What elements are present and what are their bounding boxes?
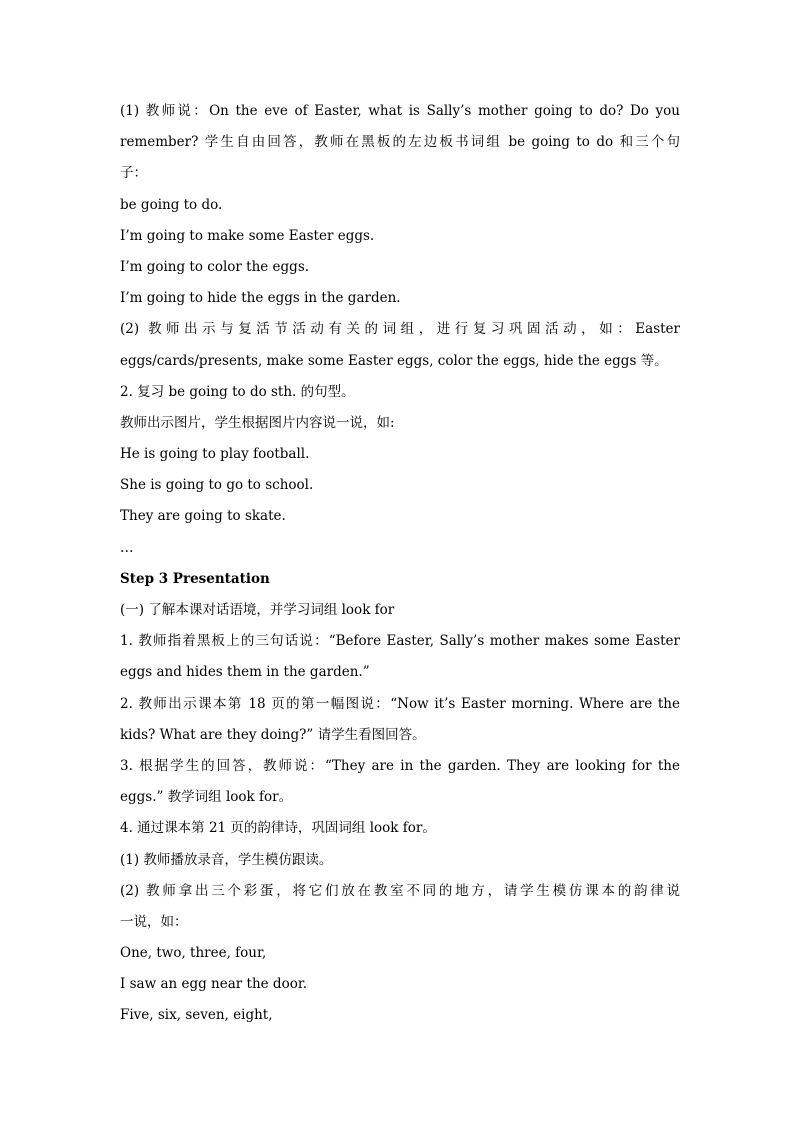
- text-line: (2) 教师出示与复活节活动有关的词组，进行复习巩固活动，如：Easter: [120, 321, 680, 338]
- example-sentence: They are going to skate.: [120, 508, 286, 525]
- text-line: 4. 通过课本第 21 页的韵律诗，巩固词组 look for。: [120, 820, 436, 837]
- example-sentence: I’m going to color the eggs.: [120, 258, 310, 275]
- text-line: eggs/cards/presents, make some Easter eggs, color the eggs, hide the eggs 等。: [120, 352, 668, 369]
- text-line: (2) 教师拿出三个彩蛋，将它们放在教室不同的地方，请学生模仿课本的韵律说: [120, 882, 680, 899]
- text-line: kids? What are they doing?” 请学生看图回答。: [120, 726, 426, 743]
- text-line: (1) 教师说：On the eve of Easter, what is Sally’s mother going to do? Do you: [120, 103, 680, 119]
- ellipsis: …: [120, 539, 134, 556]
- rhyme-line: One, two, three, four,: [120, 945, 267, 962]
- text-line: 2. 教师出示课本第 18 页的第一幅图说：“Now it’s Easter morning. Where are the: [120, 695, 680, 712]
- example-sentence: I’m going to make some Easter eggs.: [120, 227, 375, 244]
- rhyme-line: Five, six, seven, eight,: [120, 1007, 273, 1024]
- text-line: remember? 学生自由回答，教师在黑板的左边板书词组 be going to do 和三个句: [120, 134, 680, 151]
- example-sentence: I’m going to hide the eggs in the garden.: [120, 290, 401, 307]
- rhyme-line: I saw an egg near the door.: [120, 976, 308, 993]
- text-line: 1. 教师指着黑板上的三句话说：“Before Easter, Sally’s mother makes some Easter: [120, 633, 680, 650]
- text-line: 子：: [120, 165, 147, 182]
- example-sentence: be going to do.: [120, 196, 223, 213]
- example-sentence: She is going to go to school.: [120, 477, 314, 494]
- section-heading: Step 3 Presentation: [120, 570, 270, 587]
- example-sentence: He is going to play football.: [120, 446, 310, 463]
- subsection-heading: (一) 了解本课对话语境，并学习词组 look for: [120, 602, 395, 618]
- text-line: eggs.” 教学词组 look for。: [120, 789, 293, 806]
- text-line: 3. 根据学生的回答，教师说：“They are in the garden. They are looking for the: [120, 757, 680, 774]
- text-line: 2. 复习 be going to do sth. 的句型。: [120, 383, 355, 400]
- text-line: 一说，如：: [120, 913, 188, 930]
- text-line: eggs and hides them in the garden.”: [120, 664, 370, 681]
- text-line: 教师出示图片，学生根据图片内容说一说，如:: [120, 414, 395, 431]
- lesson-text: [120, 96, 680, 1032]
- text-line: (1) 教师播放录音，学生模仿跟读。: [120, 851, 333, 868]
